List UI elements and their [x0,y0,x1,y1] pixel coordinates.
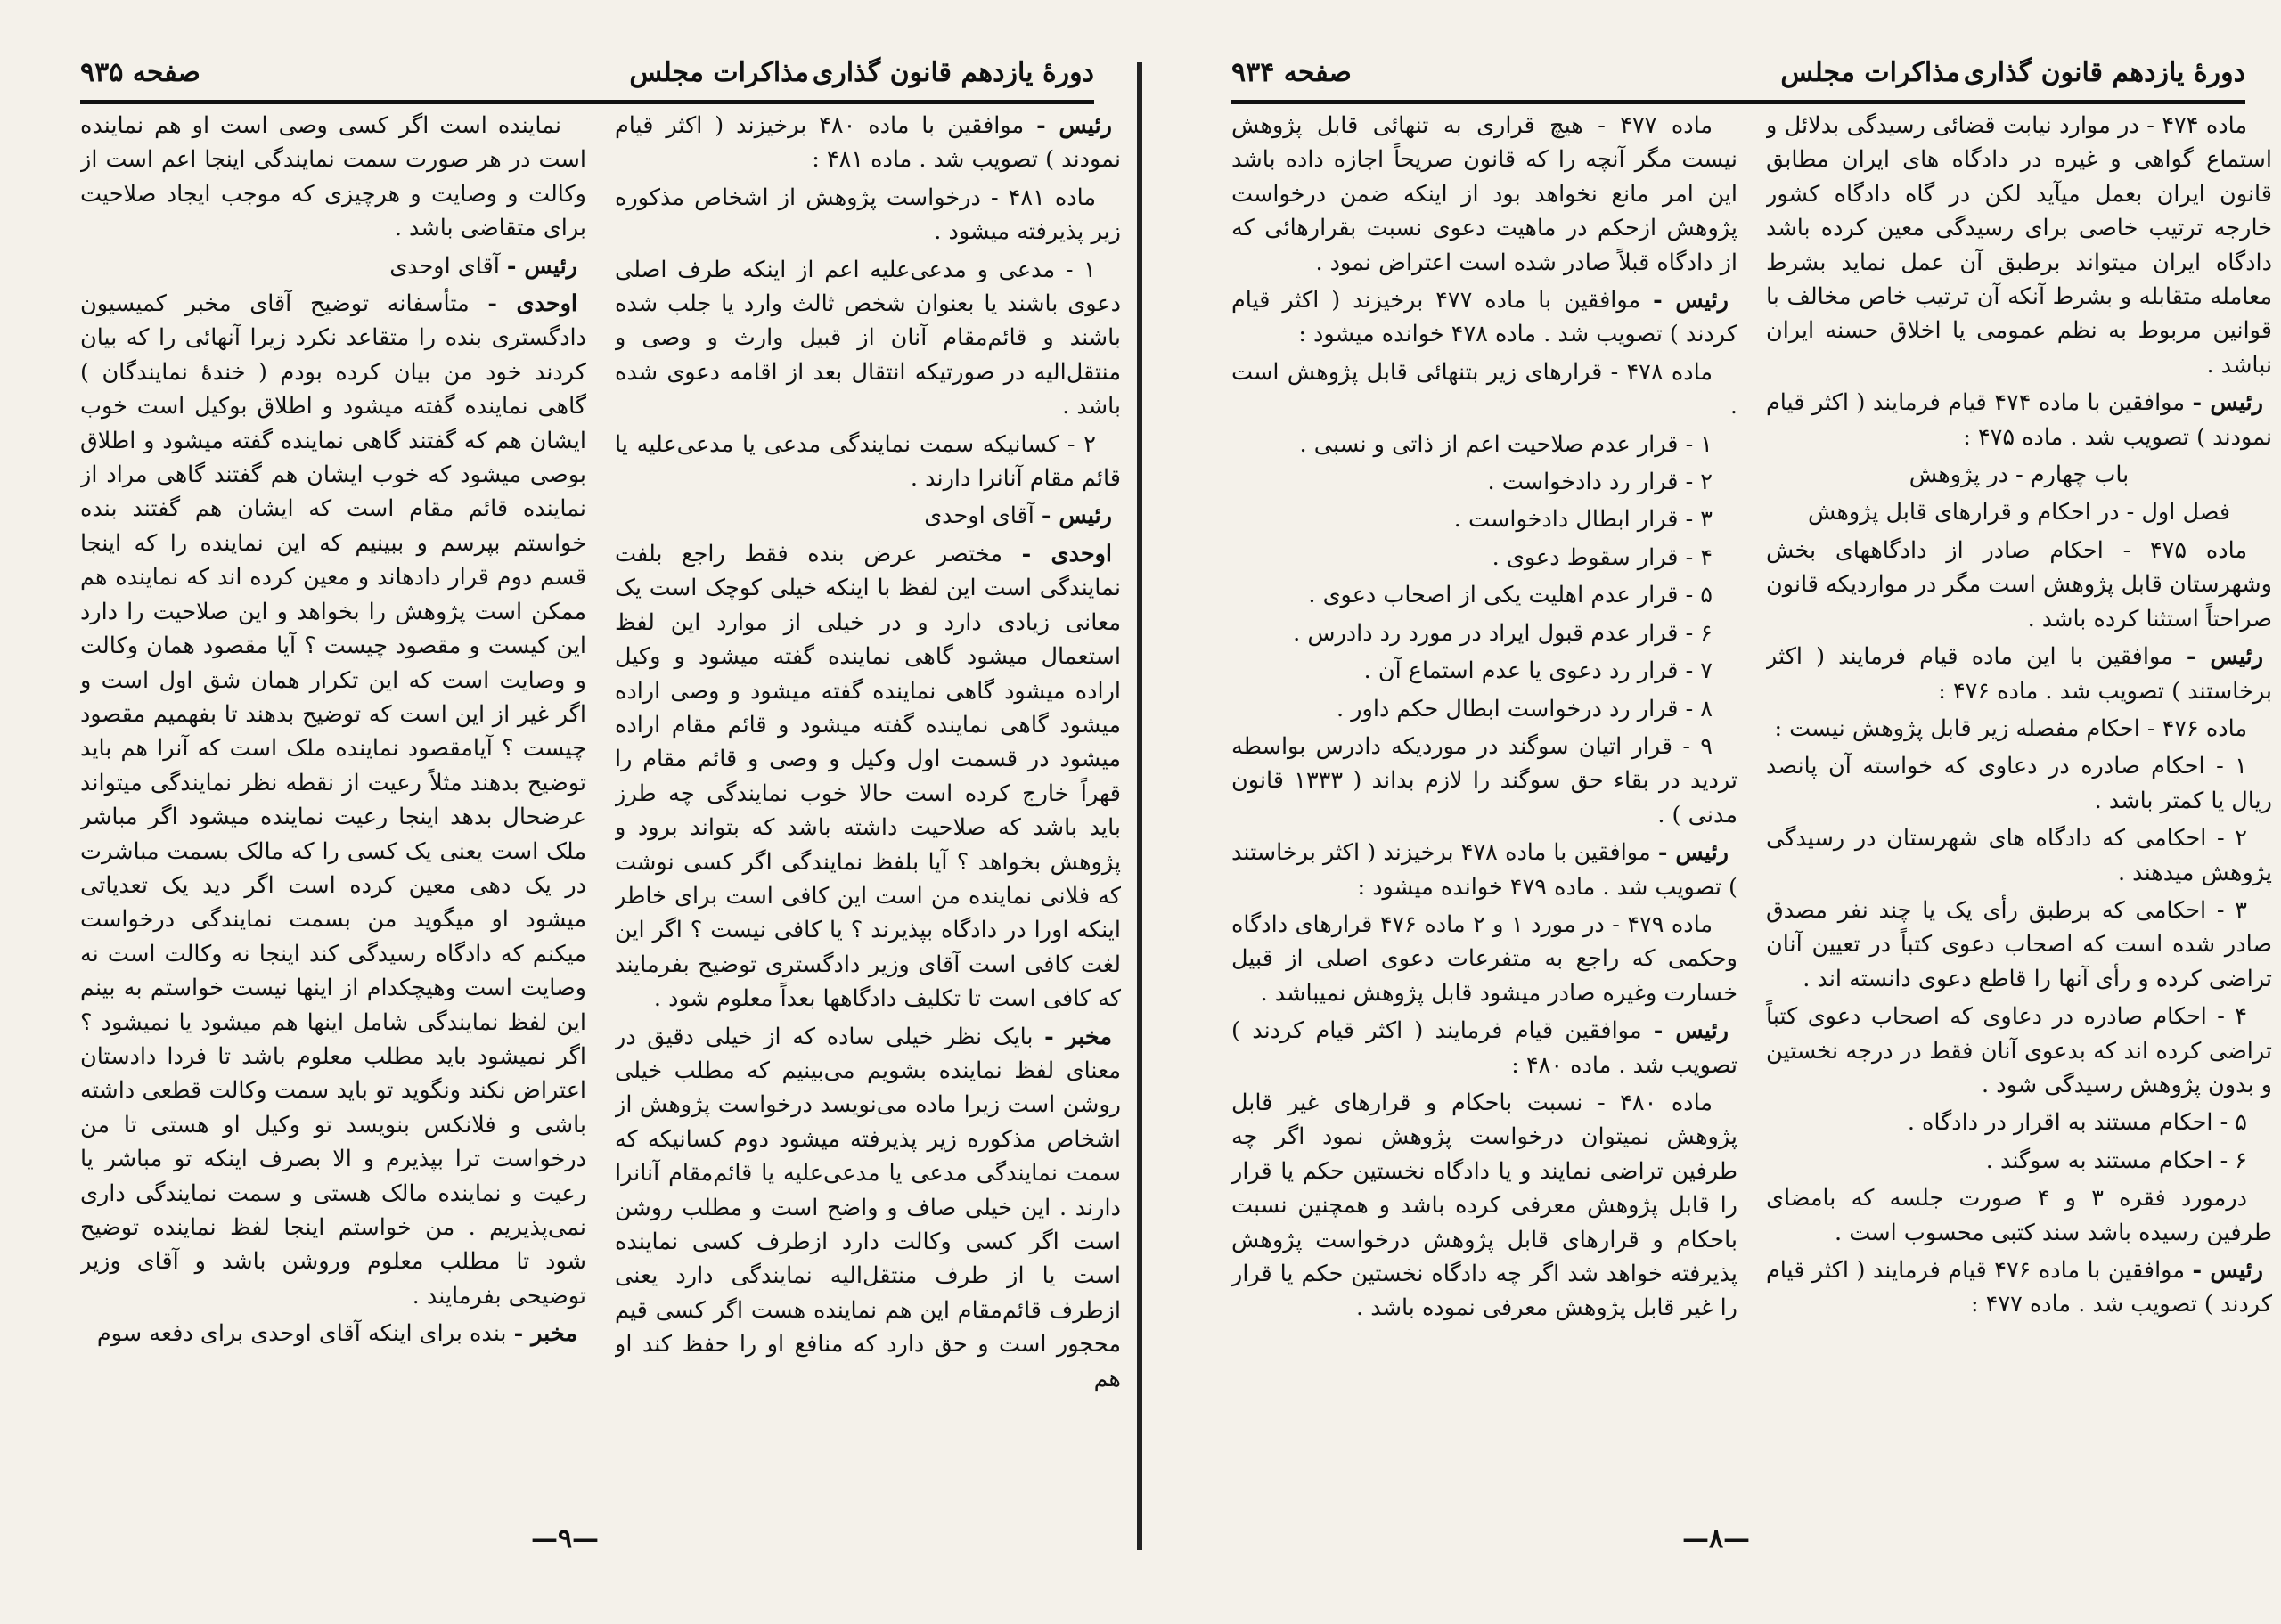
paragraph [1231,541,1737,575]
header-session: دورهٔ یازدهم قانون گذاری [1963,57,2245,88]
paragraph-text: ماده ۴۸۰ - نسبت باحکام و قرارهای غیر قابل پژوهش نمیتوان درخواست پژوهش نمود اگر چه طرفین تراضی نمایند و یا دادگاه نخستین حکم یا قرار را قابل پژوهش معرفی کرده باشد و همچنین نسبت باحکام و قرارهای قابل پژوهش درخواست پژوهش پذیرفته خواهد شد اگر چه دادگاه نخستین حکم یا قرار را غیر قابل پژوهش معرفی نموده باشد . [1231,1089,1737,1322]
paragraph-text: ۴ - احکام صادره در دعاوی که اصحاب دعوی کتباً تراضی کرده اند که بدعوی آنان فقط در درجه نخستین و بدون پژوهش رسیدگی شود . [1766,1003,2272,1098]
speaker-paragraph [1231,283,1737,352]
paragraph-text: ماده ۴۷۴ - در موارد نیابت قضائی رسیدگی بدلائل و استماع گواهی و غیره در دادگاه های ایران مطابق قانون ایران بعمل میآید لکن در گاه دادگاه کشور خارجه ترتیب خاصی برای رسیدگی معین کرده باشد دادگاه ایران میتواند برطبق آن عمل نماید بشرط معامله متقابله و بشرط آنکه آن ترتیب خاص مخالف با قوانین مربوط به نظم عمومی یا اخلاق حسنه ایران نباشد . [1766,112,2272,379]
paragraph-text: موافقین قیام فرمایند ( اکثر قیام کردند ) تصویب شد . ماده ۴۸۰ : [1231,1017,1737,1079]
paragraph-text: موافقین با ماده ۴۷۶ قیام فرمایند ( اکثر قیام کردند ) تصویب شد . ماده ۴۷۷ : [1766,1257,2272,1318]
paragraph-text: ۳ - احکامی که برطبق رأی یک یا چند نفر مصدق صادر شده است که اصحاب دعوی کتباً در تعیین آنان تراضی کرده و رأی آنها را قاطع دعوی دانسته اند . [1766,896,2272,992]
paragraph-text: ماده ۴۷۶ - احکام مفصله زیر قابل پژوهش نیست : [1774,714,2247,742]
speaker-paragraph [80,287,586,1313]
paragraph [1231,502,1737,536]
paragraph-text: آقای اوحدی [389,252,500,280]
paragraph-text: درمورد فقره ۳ و ۴ صورت جلسه که بامضای طرفین رسیده باشد سند کتبی محسوب است . [1766,1185,2272,1246]
text-column-left [1231,109,1737,1507]
header-page-number: صفحه ۹۳۵ [80,57,200,88]
paragraph [1231,428,1737,461]
header-session: دورهٔ یازدهم قانون گذاری [812,57,1094,88]
speaker-name: مخبر - [1044,1023,1112,1050]
speaker-paragraph [1766,386,2272,454]
paragraph-text: آقای اوحدی [924,502,1034,530]
speaker-paragraph [1231,1014,1737,1082]
speaker-name: رئیس - [1653,287,1729,314]
paragraph [80,109,586,246]
paragraph-text: بنده برای اینکه آقای اوحدی برای دفعه سوم [96,1320,507,1348]
paragraph-text: ماده ۴۷۵ - احکام صادر از دادگاههای بخش وشهرستان قابل پژوهش است مگر در مواردیکه قانون صراحتاً استثنا کرده باشد . [1766,536,2272,632]
paragraph [615,253,1121,424]
paragraph-text: مختصر عرض بنده فقط راجع بلفت نمایندگی است این لفظ با اینکه خیلی کوچک است یک معانی زیادی دارد و در خیلی از موارد این لفظ استعمال میشود گاهی نماینده گفته میشود و وکیل اراده میشود گاهی نماینده گفته میشود و وصی اراده میشود گاهی نماینده گفته میشود و قائم مقام اراده میشود در قسمت اول وکیل و وصی و قائم مقام را قهراً خارج کرده است حالا خوب نمایندگی چه طرز باید باشد که صلاحیت داشته باشد که بتواند برود و پژوهش بخواهد ؟ آیا بلفظ نمایندگی اگر کسی نوشت که فلانی نماینده من است این کافی است برای خاطر اینکه اورا در دادگاه بپذیرند ؟ یا کافی نیست ؟ اگر این لغت کافی است آقای وزیر دادگستری توضیح بفرمایند که کافی است تا تکلیف دادگاهها بعداً معلوم شود . [615,540,1121,1013]
paragraph-text: موافقین با ماده ۴۷۷ برخیزند ( اکثر قیام کردند ) تصویب شد . ماده ۴۷۸ خوانده میشود : [1231,287,1737,348]
paragraph-text: ماده ۴۷۸ - قرارهای زیر بتنهائی قابل پژوهش است . [1231,358,1737,420]
paragraph [615,181,1121,249]
paragraph-text: ماده ۴۸۱ - درخواست پژوهش از اشخاص مذکوره زیر پذیرفته میشود . [615,184,1121,246]
text-column-right [615,109,1121,1507]
speaker-name: رئیس - [506,252,577,280]
text-column-right [1766,109,2272,1507]
speaker-paragraph [615,1020,1121,1396]
speaker-name: مخبر - [513,1320,577,1348]
paragraph-text: ماده ۴۷۷ - هیچ قراری به تنهائی قابل پژوهش نیست مگر آنچه را که قانون صریحاً اجازه داده باشد این امر مانع نخواهد بود از اینکه ضمن درخواست پژوهش ازحکم در ماهیت دعوی نسبت بقرارهائی که از دادگاه قبلاً صادر شده است اعتراض نمود . [1231,112,1737,276]
paragraph [1231,578,1737,612]
paragraph-text: موافقین با این ماده قیام فرمایند ( اکثر برخاستند ) تصویب شد . ماده ۴۷۶ : [1766,643,2272,705]
paragraph-text: ۴ - قرار سقوط دعوی . [1492,543,1713,571]
paragraph [1766,534,2272,636]
section-heading [1766,458,2272,492]
paragraph [1231,616,1737,650]
speaker-name: اوحدی - [487,290,577,318]
paragraph-text: ۹ - قرار اتیان سوگند در موردیکه دادرس بواسطه تردید در بقاء حق سوگند را لازم بداند ( ۱۳۳۳ قانون مدنی ) . [1231,732,1737,828]
paragraph-text: نماینده است اگر کسی وصی است او هم نماینده است در هر صورت سمت نمایندگی اینجا اعم است از وکالت و وصایت و هرچیزی که موجب ایجاد صلاحیت برای متقاضی باشد . [80,112,586,242]
header-title: مذاکرات مجلس [629,57,809,88]
paragraph-text: ۶ - احکام مستند به سوگند . [1985,1147,2247,1174]
speaker-name: رئیس - [1041,502,1112,530]
speaker-name: رئیس - [1653,1017,1729,1045]
paragraph-text: موافقین با ماده ۴۸۰ برخیزند ( اکثر قیام نمودند ) تصویب شد . ماده ۴۸۱ : [615,112,1121,174]
paragraph [1231,1086,1737,1326]
paragraph-text: متأسفانه توضیح آقای مخبر کمیسیون دادگستری بنده را متقاعد نکرد زیرا آنهائی را که بیان کردند خود من بیان کرده بودم ( خندهٔ نمایندگان ) گاهی نماینده گفته میشود و اطلاق بوکیل است خوب ایشان هم که گفتند گاهی نماینده گفته میشود و اطلاق بوصی میشود که خوب ایشان هم گفتند گاهی مراد از نماینده قائم مقام است که ایشان هم گفتند بنده خواستم بپرسم و ببینیم که این نماینده را که اینجا قسم دوم قرار دادهاند و معین کرده اند که نماینده هم ممکن است پژوهش را بخواهد و این صلاحیت را دارد این کیست و مقصود چیست ؟ آیا مقصود همان وکالت و وصایت است که این تکرار همان شق اول است و اگر غیر از این است که توضیح بدهند تا بفهمیم مقصود چیست ؟ آیامقصود نماینده ملک است که آنرا هم باید توضیح بدهند مثلاً رعیت از نقطه نظر نمایندگی میتواند عرضحال بدهد اینجا رعیت نماینده میشود اگر مباشر ملک است یعنی یک کسی را که مالک بسمت مباشرت در یک دهی معین کرده است اگر دید یک تعدیاتی میشود او میگوید من بسمت نمایندگی درخواست میکنم که دادگاه رسیدگی کند اینجا نه وکالت است نه وصایت است وهیچکدام از اینها نیست خواستم به بینم این لفظ نمایندگی شامل اینها هم میشود یا نمیشود ؟ اگر نمیشود باید مطلب معلوم باشد تا فردا دادستان اعتراض نکند ونگوید تو باید سمت وکالت قطعی داشته باشی و فلانکس بنویسد تو وکیل او هستی تا من درخواست ترا بپذیرم و الا بصرف اینکه تو مباشر یا رعیت و نماینده مالک هستی و سمت نمایندگی داری نمی‌پذیریم . من خواستم اینجا لفظ نماینده توضیح شود تا مطلب معلوم وروشن باشد و آقای وزیر توضیحی بفرمایند . [80,290,586,1310]
section-heading [1766,495,2272,529]
paragraph [1766,749,2272,818]
paragraph [1766,1181,2272,1250]
speaker-paragraph [80,1317,586,1351]
paragraph-text: ماده ۴۷۹ - در مورد ۱ و ۲ ماده ۴۷۶ قرارهای دادگاه وحکمی که راجع به متفرعات دعوی اصلی از قبیل خسارت وغیره صادر میشود قابل پژوهش نمیباشد . [1231,910,1737,1007]
paragraph [1766,1106,2272,1139]
paragraph [1766,109,2272,382]
header-title: مذاکرات مجلس [1780,57,1960,88]
paragraph [1231,730,1737,832]
page-header [1231,52,2245,104]
header-page-number: صفحه ۹۳۴ [1231,57,1352,88]
paragraph-text: ۳ - قرار ابطال دادخواست . [1453,506,1713,534]
paragraph [1766,1000,2272,1102]
paragraph-text: ۵ - احکام مستند به اقرار در دادگاه . [1907,1109,2247,1137]
paragraph [1766,712,2272,746]
speaker-name: رئیس - [1657,839,1729,867]
speaker-paragraph [615,537,1121,1016]
paragraph-text: ۱ - قرار عدم صلاحیت اعم از ذاتی و نسبی . [1299,430,1713,458]
paragraph [1231,692,1737,726]
paragraph-text: ۲ - قرار رد دادخواست . [1487,469,1713,496]
text-column-left [80,109,586,1507]
speaker-name: اوحدی - [1021,540,1113,567]
page-gutter-divider [1137,62,1142,1550]
speaker-paragraph [1231,836,1737,904]
paragraph-text: باب چهارم - در پژوهش [1909,461,2130,489]
paragraph-text: ۷ - قرار رد دعوی یا عدم استماع آن . [1363,657,1713,685]
paragraph [615,428,1121,496]
paragraph [1231,465,1737,499]
paragraph [1231,355,1737,424]
speaker-paragraph [1766,1253,2272,1322]
page-footer-number: —۸— [1681,1523,1751,1555]
speaker-paragraph [615,499,1121,533]
speaker-name: رئیس - [2192,1257,2263,1284]
paragraph-text: ۱ - مدعی و مدعی‌علیه اعم از اینکه طرف اصلی دعوی باشند یا بعنوان شخص ثالث وارد یا جلب شده باشند و قائم‌مقام آنان از قبیل وارث و وصی و منتقل‌الیه در صورتیکه انتقال بعد از اقامه دعوی شده باشد . [615,256,1121,420]
paragraph-text: ۲ - کسانیکه سمت نمایندگی مدعی یا مدعی‌علیه یا قائم مقام آنانرا دارند . [615,430,1121,493]
paragraph [1231,654,1737,688]
speaker-name: رئیس - [1036,112,1112,139]
page-footer-number: —۹— [530,1523,600,1555]
speaker-paragraph [80,249,586,283]
page-934 [1151,0,2281,1624]
paragraph [1766,894,2272,996]
speaker-name: رئیس - [2186,643,2264,671]
paragraph [1231,109,1737,280]
paragraph-text: موافقین با ماده ۴۷۸ برخیزند ( اکثر برخاستند ) تصویب شد . ماده ۴۷۹ خوانده میشود : [1231,839,1737,901]
paragraph-text: موافقین با ماده ۴۷۴ قیام فرمایند ( اکثر قیام نمودند ) تصویب شد . ماده ۴۷۵ : [1766,389,2272,451]
speaker-paragraph [1766,640,2272,708]
paragraph-text: ۸ - قرار رد درخواست ابطال حکم داور . [1337,695,1713,722]
speaker-paragraph [615,109,1121,177]
paragraph-text: ۶ - قرار عدم قبول ایراد در مورد رد دادرس . [1293,619,1713,647]
paragraph-text: ۵ - قرار عدم اهلیت یکی از اصحاب دعوی . [1308,582,1713,609]
speaker-name: رئیس - [2192,389,2263,417]
paragraph-text: ۱ - احکام صادره در دعاوی که خواسته آن پانصد ریال یا کمتر باشد . [1766,753,2272,814]
page-header [80,52,1094,104]
paragraph-text: بایک نظر خیلی ساده که از خیلی دقیق در معنای لفظ نماینده بشویم می‌بینیم که مطلب خیلی روشن است زیرا ماده می‌نویسد درخواست پژوهش از اشخاص مذکوره زیر پذیرفته میشود دوم کسانیکه که سمت نمایندگی مدعی یا مدعی‌علیه یا قائم‌مقام آنانرا دارند . این خیلی صاف و واضح است و مطلب روشن است اگر کسی وکالت دارد ازطرف کسی نماینده است یا از طرف منتقل‌الیه نمایندگی دارد یعنی ازطرف قائم‌مقام این هم نماینده هست اگر کسی قیم محجور است و حق دارد که منافع او را حفظ کند او هم [615,1023,1121,1392]
paragraph [1766,1144,2272,1178]
paragraph-text: ۲ - احکامی که دادگاه های شهرستان در رسیدگی پژوهش میدهند . [1766,825,2272,886]
paragraph [1766,821,2272,890]
paragraph-text: فصل اول - در احکام و قرارهای قابل پژوهش [1807,499,2231,526]
page-935 [0,0,1130,1624]
paragraph [1231,908,1737,1010]
